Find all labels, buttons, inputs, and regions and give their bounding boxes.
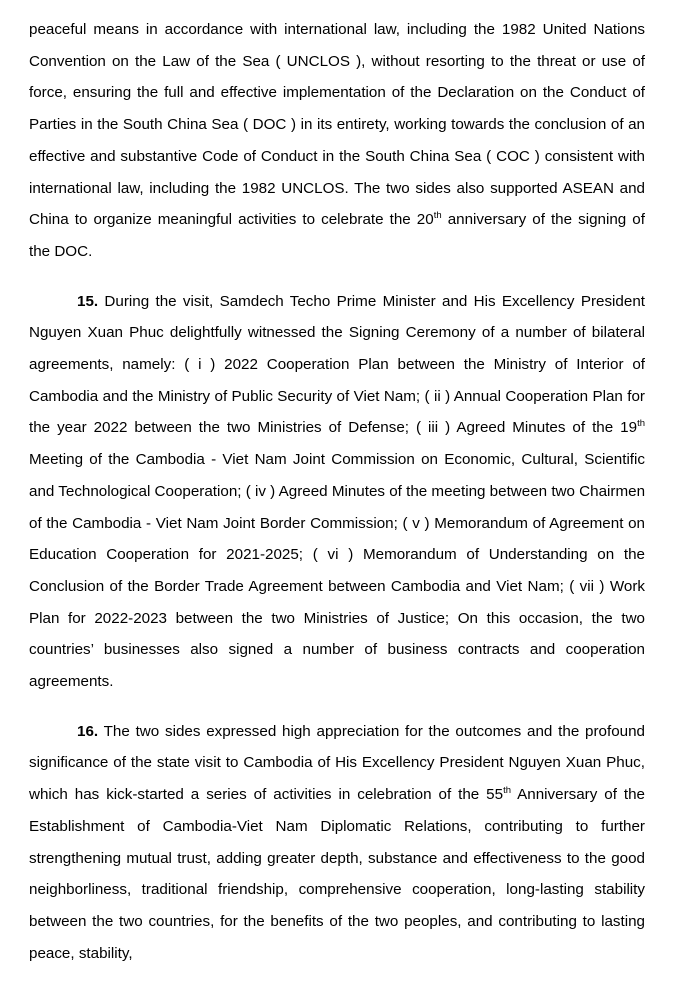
ordinal-suffix: th — [637, 418, 645, 430]
paragraph-text-tail: anniversary of the signing of the DOC. — [29, 211, 645, 260]
paragraph-number: 15. — [77, 292, 99, 310]
paragraph-text: peaceful means in accordance with international law, including the 1982 United Nations Convention on the Law of the Sea ( UNCLOS ), without resorting to the threat or use of force, ensuring the full and effective implementation of the Declaration on the Conduct of Parties in the South China Sea ( DOC ) in its entirety, working towards the conclusion of an effective and substantive Code of Conduct in the South China Sea ( COC ) consistent with international law, including the 1982 UNCLOS. The two sides also supported ASEAN and China to organize meaningful activities to celebrate the 20 — [29, 21, 645, 229]
document-page — [29, 14, 645, 969]
ordinal-suffix: th — [433, 210, 442, 222]
paragraph-number: 16. — [77, 722, 99, 740]
paragraph-continuation — [29, 14, 645, 268]
paragraph-text-tail: Meeting of the Cambodia - Viet Nam Joint Commission on Economic, Cultural, Scientific and Technological Cooperation; ( iv ) Agreed Minutes of the meeting between two Chairmen of the Cambodia - Viet Nam Joint Border Commission; ( v ) Memorandum of Agreement on Education Cooperation for 2021-2025; ( vi ) Memorandum of Understanding on the Conclusion of the Border Trade Agreement between Cambodia and Viet Nam; ( vii ) Work Plan for 2022-2023 between the two Ministries of Justice; On this occasion, the two countries’ businesses also signed a number of business contracts and cooperation agreements. — [29, 451, 646, 691]
paragraph-text: The two sides expressed high appreciation for the outcomes and the profound significance of the state visit to Cambodia of His Excellency President Nguyen Xuan Phuc, which has kick-started a series of activities in celebration of the 55 — [29, 722, 645, 804]
paragraph-text-tail: Anniversary of the Establishment of Cambodia-Viet Nam Diplomatic Relations, contributing to further strengthening mutual trust, adding greater depth, substance and effectiveness to the good neighborliness, traditional friendship, comprehensive cooperation, long-lasting stability between the two countries, for the benefits of the two peoples, and contributing to lasting peace, stability, — [29, 786, 645, 962]
paragraph-15 — [29, 286, 645, 698]
paragraph-text: During the visit, Samdech Techo Prime Minister and His Excellency President Nguyen Xuan Phuc delightfully witnessed the Signing Ceremony of a number of bilateral agreements, namely: ( i ) 2022 Cooperation Plan between the Ministry of Interior of Cambodia and the Ministry of Public Security of Viet Nam; ( ii ) Annual Cooperation Plan for the year 2022 between the two Ministries of Defense; ( iii ) Agreed Minutes of the 19 — [29, 292, 645, 437]
ordinal-suffix: th — [503, 785, 512, 797]
paragraph-16 — [29, 716, 645, 970]
